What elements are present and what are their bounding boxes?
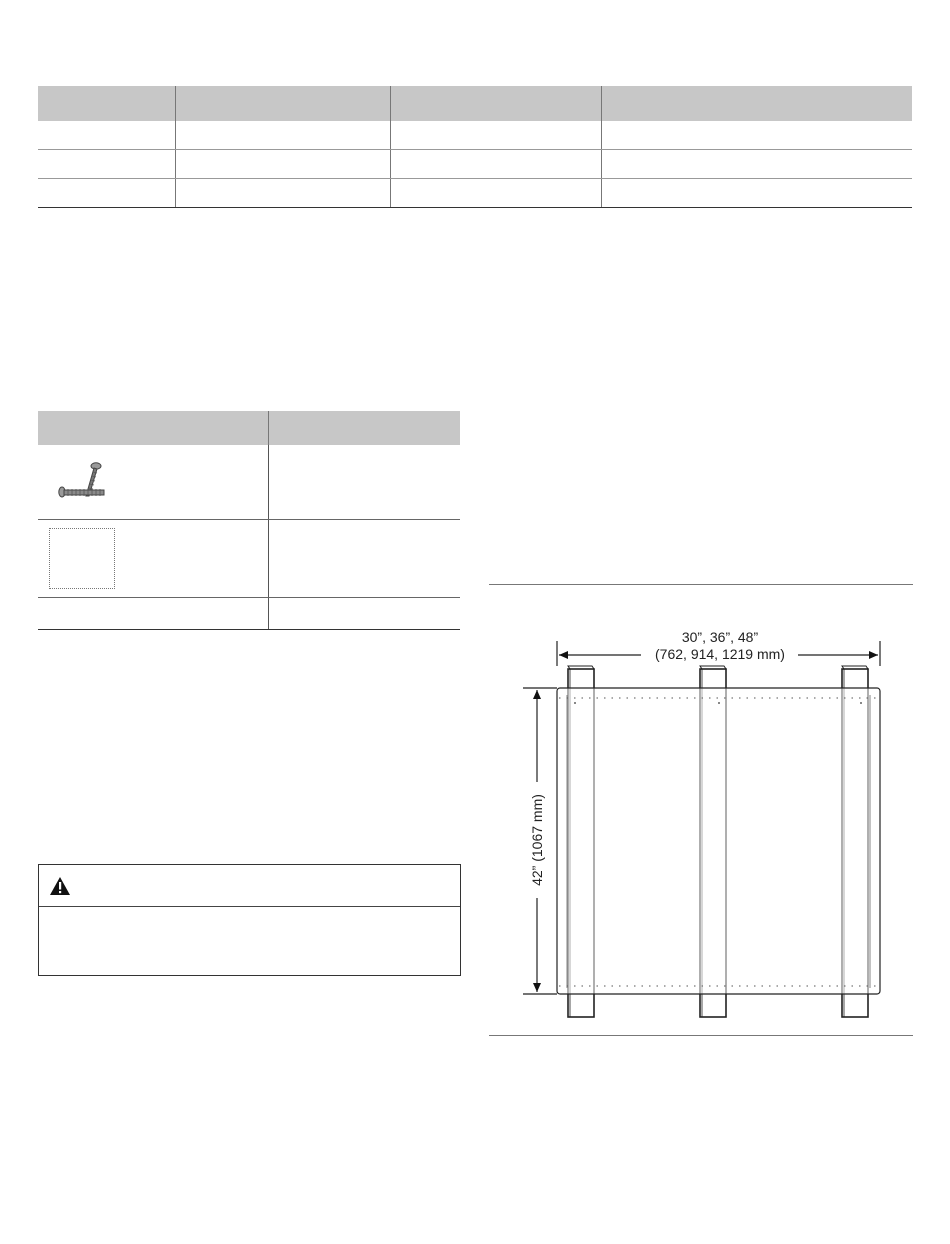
table-cell [38,179,175,208]
parts-table [38,411,460,630]
figure-top-rule [489,584,913,585]
warning-box [38,864,461,976]
table-cell [175,121,390,150]
table-cell [38,150,175,179]
table-cell [601,179,912,208]
table-row [38,179,912,208]
table-cell [38,121,175,150]
table-cell [38,445,268,520]
width-label: 30”, 36”, 48” [681,629,759,645]
table-cell [601,150,912,179]
appliance-outline [557,688,880,994]
table-cell [268,520,460,598]
parts-row [38,598,460,630]
width-dimension [557,629,880,666]
figure-bottom-rule [489,1035,913,1036]
table-row [38,121,912,150]
table-header-cell [175,86,390,121]
width-metric-label: (762, 914, 1219 mm) [655,646,785,662]
table-header-cell [38,86,175,121]
table-header-cell [268,411,460,445]
table-cell [268,598,460,630]
table-cell [390,179,601,208]
table-cell [38,598,268,630]
table-cell [601,121,912,150]
table-header-cell [601,86,912,121]
table-cell [175,179,390,208]
installation-dimension-diagram [489,600,913,1030]
table-row [38,150,912,179]
warning-header [39,865,460,907]
specification-table [38,86,912,208]
table-header-cell [38,411,268,445]
template-sheet-icon [49,528,115,589]
depth-label: 42” (1067 mm) [529,794,545,886]
table-cell [268,445,460,520]
depth-dimension [523,688,557,994]
table-cell [175,150,390,179]
warning-triangle-icon [49,876,71,896]
parts-row-template [38,520,460,598]
parts-row-screws [38,445,460,520]
parts-header-row [38,411,460,445]
table-header-row [38,86,912,121]
table-cell [390,121,601,150]
table-cell [38,520,268,598]
table-header-cell [390,86,601,121]
table-cell [390,150,601,179]
screws-icon [50,452,130,512]
